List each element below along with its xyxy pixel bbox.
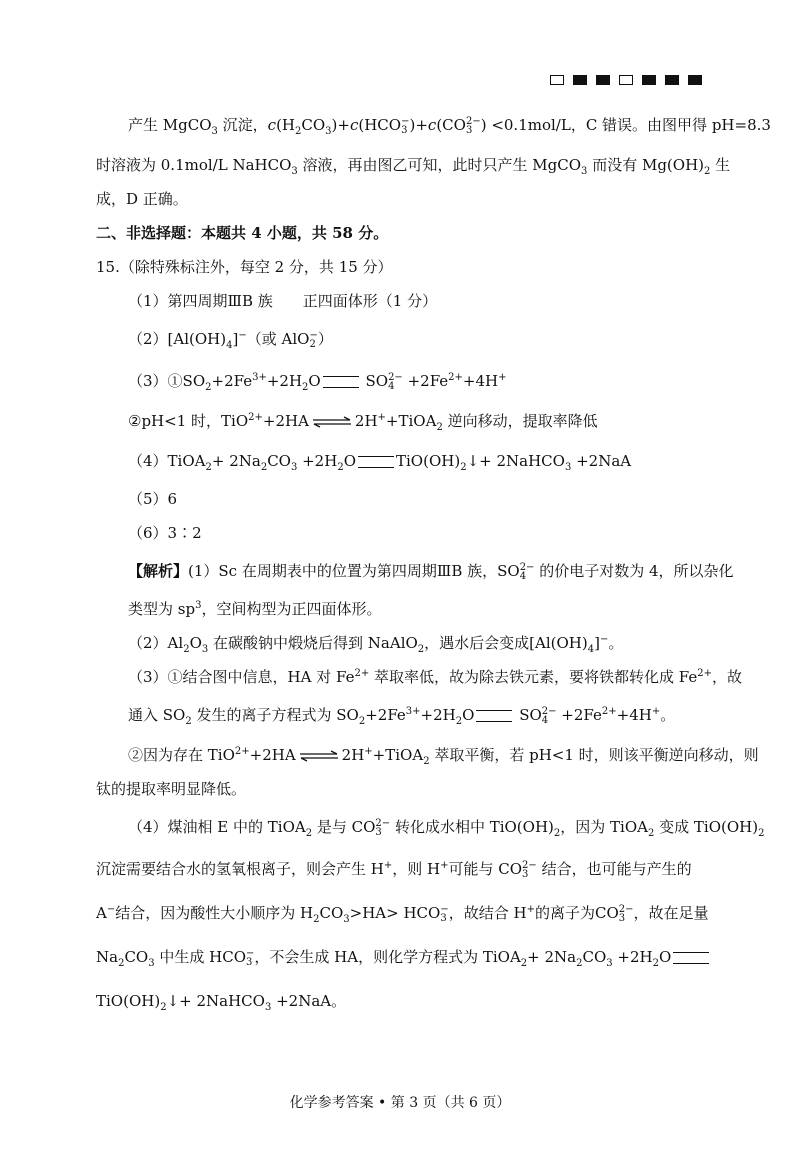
analysis-p5-l3: A−结合，因为酸性大小顺序为 $H_2CO_3>HA>$ HCO − 3 ，故结合 H+的离子为CO 2− 3 ，故在足量 [96,904,709,925]
answer-line-3: $(3)①SO_2+2Fe^{3+}+2H_2O$ SO 2− 4 $+2Fe^{2+}+4H^+$ [128,372,507,393]
text-line: 产生 MgCO$_3$ 沉淀，$c(H_2CO_3)+c(HCO$ − 3 )+c(CO 2− 3 ) <0.1mol/L，C 错误。由图甲得 pH=8.3 [128,116,771,137]
header-box-filled [573,75,587,85]
analysis-p4-l1: ②因为存在 TiO$^{2+}$+2HA 2H++TiOA$_2$ 萃取平衡，若 pH<1 时，则该平衡逆向移动，则 [128,746,759,767]
text-line: 成，D 正确。 [96,190,188,208]
text-line: 时溶液为 0.1mol/L NaHCO$_3$ 溶液，再由图乙可知，此时只产生 MgCO$_3$ 而没有 $Mg(OH)_2$ 生 [96,156,731,177]
header-box-filled [665,75,679,85]
header-box-empty [550,75,564,85]
header-box-filled [596,75,610,85]
header-marker-boxes [550,75,702,85]
page-footer: 化学参考答案 • 第 3 页（共 6 页） [289,1095,511,1111]
answer-line-2: $(2)[Al(OH)_4]^-$（或 AlO − 2 ） [128,330,333,351]
answer-line-4: （4）TiOA$_2$+ $2Na_2CO_3 +2H_2O$ $TiO(OH)_2↓+$ 2NaHCO$_3$ +2NaA [128,452,632,473]
answer-line-5: （5）6 [128,490,178,508]
answer-line-1: （1）第四周期ⅢB 族 正四面体形（1 分） [128,292,438,310]
header-box-filled [688,75,702,85]
header-box-filled [642,75,656,85]
equals-sign-icon [323,376,359,388]
equals-sign-icon [476,710,512,722]
analysis-p2: $(2)Al_2O_3$ 在碳酸钠中煅烧后得到 NaAlO$_2$，遇水后会变成$[Al(OH)_4]^-$。 [128,634,624,655]
reversible-arrow-icon [299,750,339,762]
analysis-p5-l5: $TiO(OH)_2↓+$ 2NaHCO$_3$ +2NaA。 [96,992,347,1013]
analysis-p5-l1: （4）煤油相 E 中的 TiOA$_2$ 是与 CO 2− 3 转化成水相中 $TiO(OH)_2$，因为 TiOA$_2$ 变成 $TiO(OH)_2$ [128,818,765,839]
analysis-p5-l2: 沉淀需要结合水的氢氧根离子，则会产生 H+，则 H+可能与 CO 2− 3 结合，也可能与产生的 [96,860,692,880]
analysis-p3-l1: （3）①结合图中信息，HA 对 $Fe^{2+}$ 萃取率低，故为除去铁元素，要将铁都转化成 $Fe^{2+}$，故 [128,668,742,686]
analysis-p4-l2: 钛的提取率明显降低。 [96,780,247,798]
answer-line-3b: ②pH<1 时，TiO$^{2+}$+2HA 2H++TiOA$_2$ 逆向移动，提取率降低 [128,412,598,433]
reversible-arrow-icon [312,416,352,428]
question-title: 15.（除特殊标注外，每空 2 分，共 15 分） [96,258,393,276]
analysis-p5-l4: $Na_2CO_3$ 中生成 HCO − 3 ，不会生成 HA，则化学方程式为 TiOA$_2$+ $2Na_2CO_3 +2H_2O$ [96,946,711,968]
answer-line-6: （6）3∶2 [128,524,202,542]
equals-sign-icon [358,456,394,468]
analysis-p1-l1: 【解析】(1）Sc 在周期表中的位置为第四周期ⅢB 族，SO 2− 4 的价电子对数为 4，所以杂化 [128,562,734,582]
header-box-empty [619,75,633,85]
analysis-p3-l2: 通入 $SO_2$ 发生的离子方程式为 $SO_2+2Fe^{3+}+2H_2O$ SO 2− 4 $+2Fe^{2+}+4H^+$。 [128,706,676,727]
section-heading: 二、非选择题：本题共 4 小题，共 58 分。 [96,224,389,242]
analysis-p1-l2: 类型为 $sp^3$，空间构型为正四面体形。 [128,600,382,618]
equals-sign-icon [673,952,709,964]
